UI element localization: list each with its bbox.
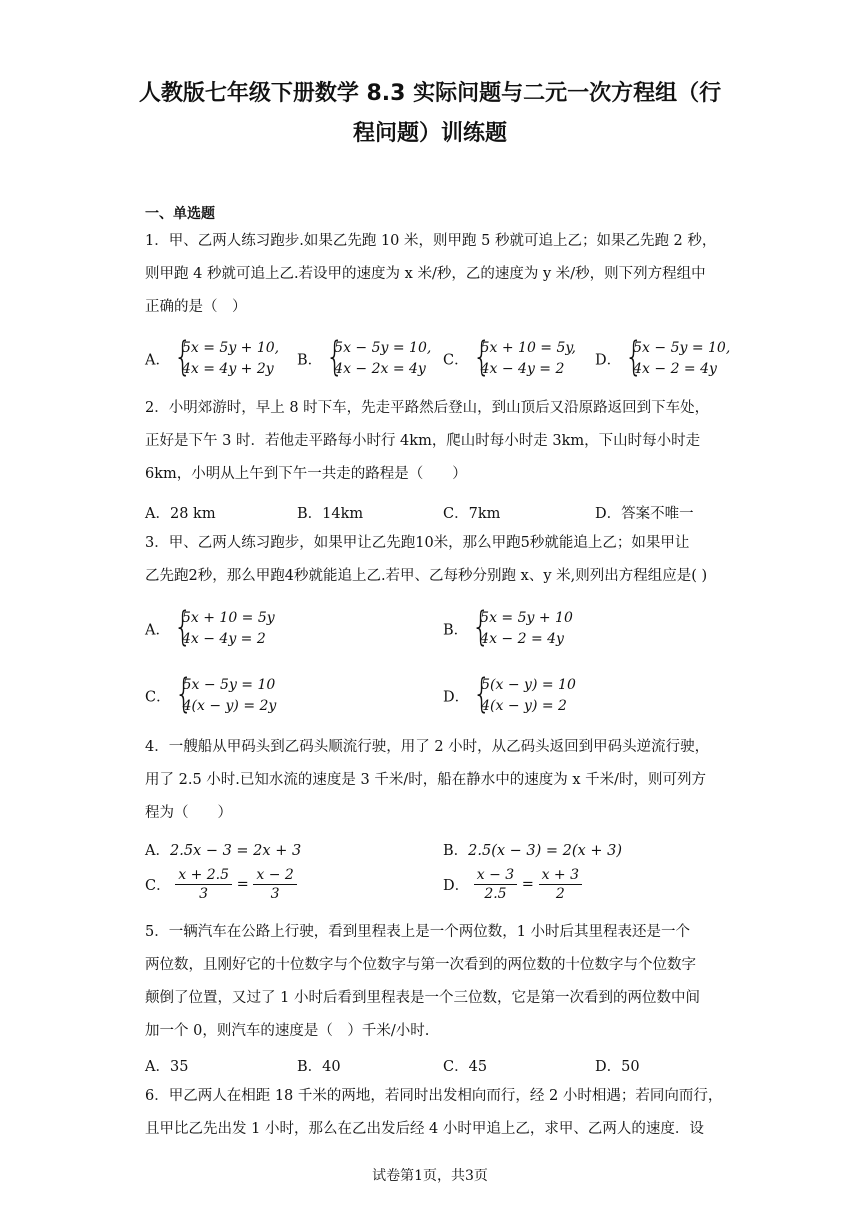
question-4-option-b[interactable]	[443, 839, 622, 860]
question-4-line-3: 程为（ ）	[145, 805, 232, 821]
question-1-line-1: 1．甲、乙两人练习跑步.如果乙先跑 10 米，则甲跑 5 秒就可追上乙；如果乙先跑 2 秒，	[145, 233, 717, 249]
question-1	[145, 225, 725, 324]
question-2-option-a[interactable]: A．28 km	[145, 506, 216, 522]
equation-system: { 5x + 10 = 5y, 4x − 4y = 2	[472, 334, 576, 380]
equation-system: { 5(x − y) = 10 4(x − y) = 2	[472, 671, 576, 717]
numerator: x − 3	[474, 866, 517, 885]
question-3	[145, 527, 725, 593]
question-5-line-2: 两位数，且刚好它的十位数字与个位数字与第一次看到的两位数的十位数字与个位数字	[145, 957, 696, 973]
question-1-option-c[interactable]	[443, 334, 576, 380]
question-5-option-b[interactable]: B．40	[297, 1059, 341, 1075]
question-3-line-2: 乙先跑2秒，那么甲跑4秒就能追上乙.若甲、乙每秒分别跑 x、y 米,则列出方程组应是( )	[145, 568, 708, 584]
equation-2: 4(x − y) = 2	[481, 698, 567, 714]
question-3-option-b[interactable]	[443, 604, 573, 650]
question-5-line-1: 5．一辆汽车在公路上行驶，看到里程表上是一个两位数，1 小时后其里程表还是一个	[145, 924, 691, 940]
equation-1: 5x − 5y = 10,	[633, 340, 731, 356]
section-heading: 一、单选题	[145, 206, 215, 222]
equation-1: 5x + 10 = 5y,	[480, 340, 576, 356]
question-2-option-d[interactable]: D．答案不唯一	[595, 506, 694, 522]
equals-sign: =	[236, 876, 249, 893]
option-label: A．	[145, 843, 170, 859]
question-5-option-d[interactable]: D．50	[595, 1059, 640, 1075]
fraction-left	[474, 866, 517, 903]
question-6-line-1: 6．甲乙两人在相距 18 千米的两地，若同时出发相向而行，经 2 小时相遇；若同向而行，	[145, 1088, 723, 1104]
question-4-options-row-2	[145, 866, 725, 910]
question-4-option-a[interactable]	[145, 839, 301, 860]
question-1-options	[145, 334, 731, 380]
question-1-option-d[interactable]	[595, 334, 731, 380]
equation-2: 4x − 2 = 4y	[480, 631, 564, 647]
option-label: B．	[443, 622, 469, 639]
equals-sign: =	[521, 876, 534, 893]
question-5	[145, 916, 725, 1048]
fraction-left	[175, 866, 232, 903]
question-2-option-c[interactable]: C．7km	[443, 506, 501, 522]
equation-2: 4x − 4y = 2	[480, 361, 565, 377]
question-1-line-2: 则甲跑 4 秒就可追上乙.若设甲的速度为 x 米/秒，乙的速度为 y 米/秒，则下列方程组中	[145, 266, 706, 282]
question-3-option-c[interactable]	[145, 671, 277, 717]
question-1-option-a[interactable]	[145, 334, 280, 380]
fraction-right	[539, 866, 582, 903]
option-label: A．	[145, 622, 170, 639]
equation-1: 5x + 10 = 5y	[181, 610, 275, 626]
equation-system: { 5x − 5y = 10, 4x − 2 = 4y	[624, 334, 731, 380]
equation-2: 4x − 4y = 2	[181, 631, 266, 647]
option-label: D．	[595, 352, 622, 369]
denominator: 2.5	[484, 886, 507, 902]
question-2-option-b[interactable]: B．14km	[297, 506, 364, 522]
equation: 2.5(x − 3) = 2(x + 3)	[468, 843, 622, 859]
denominator: 2	[555, 886, 565, 902]
question-2-line-2: 正好是下午 3 时．若他走平路每小时行 4km，爬山时每小时走 3km，下山时每小时走	[145, 433, 701, 449]
equation-2: 4(x − y) = 2y	[182, 698, 277, 714]
question-1-option-b[interactable]	[297, 334, 432, 380]
equation-system: { 5x − 5y = 10 4(x − y) = 2y	[174, 671, 277, 717]
numerator: x + 2.5	[175, 866, 232, 885]
equation-1: 5x = 5y + 10	[480, 610, 573, 626]
equation: 2.5x − 3 = 2x + 3	[169, 843, 302, 859]
question-3-option-d[interactable]	[443, 671, 576, 717]
option-label: B．	[297, 352, 323, 369]
question-2-line-3: 6km，小明从上午到下午一共走的路程是（ ）	[145, 466, 467, 482]
option-label: D．	[443, 689, 470, 706]
option-label: C．	[145, 878, 171, 894]
option-label: A．	[145, 352, 170, 369]
question-3-line-1: 3．甲、乙两人练习跑步，如果甲让乙先跑10米，那么甲跑5秒就能追上乙；如果甲让	[145, 535, 690, 551]
denominator: 3	[199, 886, 209, 902]
question-5-line-3: 颠倒了位置，又过了 1 小时后看到里程表是一个三位数，它是第一次看到的两位数中间	[145, 990, 700, 1006]
equation-2: 4x − 2 = 4y	[633, 361, 717, 377]
question-3-options-row-1	[145, 604, 725, 650]
option-label: C．	[443, 352, 469, 369]
equation-system: { 5x = 5y + 10 4x − 2 = 4y	[471, 604, 573, 650]
fraction-right	[253, 866, 296, 903]
equation-1: 5(x − y) = 10	[481, 677, 576, 693]
question-1-line-3: 正确的是（ ）	[145, 299, 247, 315]
title-line-1: 人教版七年级下册数学 8.3 实际问题与二元一次方程组（行	[138, 81, 722, 106]
option-label: B．	[443, 843, 469, 859]
title-line-2: 程问题）训练题	[352, 121, 507, 146]
question-3-option-a[interactable]	[145, 604, 275, 650]
denominator: 3	[270, 886, 280, 902]
question-5-option-c[interactable]: C．45	[443, 1059, 488, 1075]
question-2	[145, 392, 725, 491]
equation-system: { 5x − 5y = 10, 4x − 2x = 4y	[325, 334, 432, 380]
numerator: x − 2	[253, 866, 296, 885]
equation-1: 5x − 5y = 10,	[334, 340, 432, 356]
equation-2: 4x − 2x = 4y	[334, 361, 426, 377]
question-5-option-a[interactable]: A．35	[145, 1059, 189, 1075]
question-4-line-2: 用了 2.5 小时.已知水流的速度是 3 千米/时，船在静水中的速度为 x 千米/时，则可列方	[145, 772, 706, 788]
option-label: D．	[443, 878, 470, 894]
numerator: x + 3	[539, 866, 582, 885]
equation-1: 5x = 5y + 10,	[181, 340, 280, 356]
equation-2: 4x = 4y + 2y	[181, 361, 274, 377]
question-6	[145, 1080, 725, 1146]
question-5-line-4: 加一个 0，则汽车的速度是（ ）千米/小时.	[145, 1023, 430, 1039]
option-label: C．	[145, 689, 171, 706]
question-2-line-1: 2．小明郊游时，早上 8 时下车，先走平路然后登山，到山顶后又沿原路返回到下车处，	[145, 400, 710, 416]
equation-system: { 5x = 5y + 10, 4x = 4y + 2y	[173, 334, 280, 380]
question-6-line-2: 且甲比乙先出发 1 小时，那么在乙出发后经 4 小时甲追上乙，求甲、乙两人的速度．设	[145, 1121, 704, 1137]
question-4-line-1: 4．一艘船从甲码头到乙码头顺流行驶，用了 2 小时，从乙码头返回到甲码头逆流行驶，	[145, 739, 710, 755]
page-footer: 试卷第1页，共3页	[372, 1168, 488, 1184]
question-4	[145, 731, 725, 830]
question-3-options-row-2	[145, 671, 725, 717]
question-4-option-d[interactable]	[443, 866, 582, 903]
question-4-option-c[interactable]	[145, 866, 297, 903]
equation-1: 5x − 5y = 10	[182, 677, 276, 693]
equation-system: { 5x + 10 = 5y 4x − 4y = 2	[173, 604, 275, 650]
